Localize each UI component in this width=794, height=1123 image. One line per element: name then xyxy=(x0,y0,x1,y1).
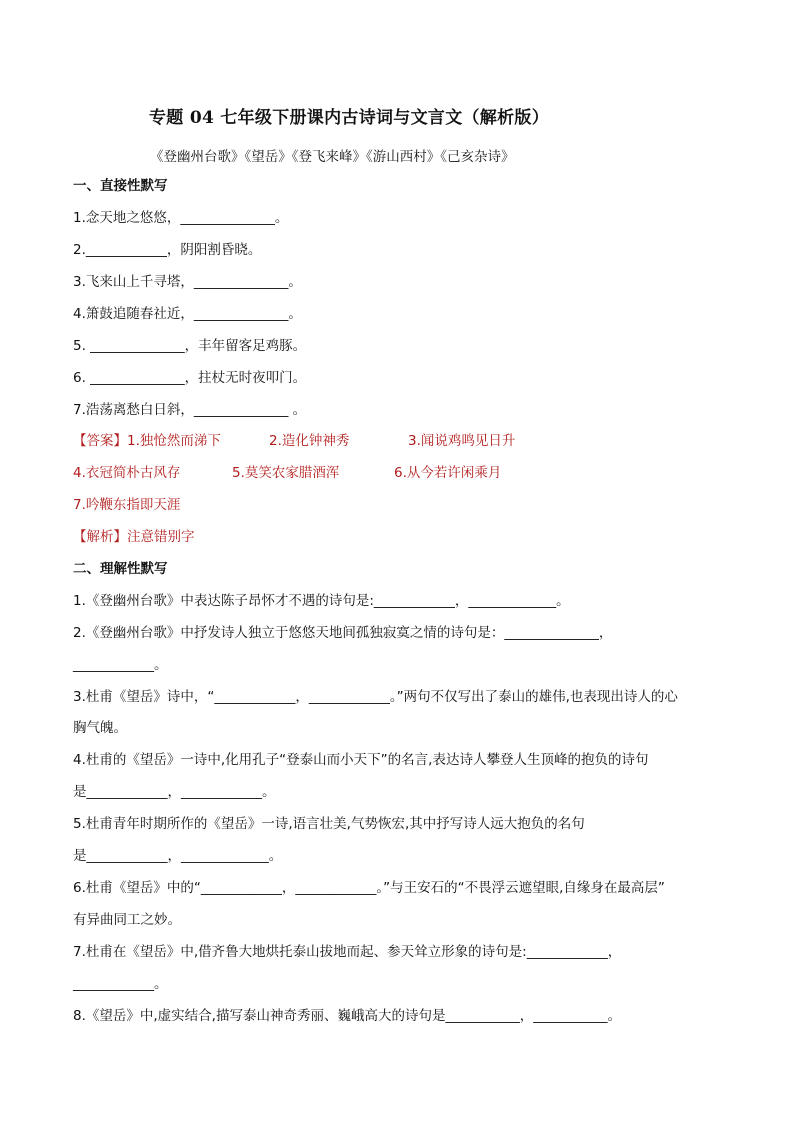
analysis-tag: 【解析】 xyxy=(73,529,127,545)
question-line: 5.杜甫青年时期所作的《望岳》一诗,语言壮美,气势恢宏,其中抒写诗人远大抱负的名句 xyxy=(73,816,585,832)
answer-row xyxy=(73,432,515,450)
question-line: 有异曲同工之妙。 xyxy=(73,912,181,928)
question-item: 2.____________，阴阳割昏晓。 xyxy=(73,242,262,258)
question-line: 8.《望岳》中,虚实结合,描写泰山神奇秀丽、巍峨高大的诗句是___________，___________。 xyxy=(73,1008,621,1024)
question-line: 4.杜甫的《望岳》一诗中,化用孔子“登泰山而小天下”的名言,表达诗人攀登人生顶峰的抱负的诗句 xyxy=(73,752,649,768)
question-item: 1.念天地之悠悠，______________。 xyxy=(73,210,289,226)
question-item: 4.箫鼓追随春社近，______________。 xyxy=(73,306,302,322)
answer-item: 5.莫笑农家腊酒浑 xyxy=(232,465,340,481)
question-line: ____________。 xyxy=(73,657,168,673)
section-heading-comprehension-dictation: 二、理解性默写 xyxy=(73,561,168,577)
question-line: 胸气魄。 xyxy=(73,720,127,736)
analysis-text: 注意错别字 xyxy=(127,529,195,545)
question-line: 3.杜甫《望岳》诗中，“____________，____________。”两句不仅写出了泰山的雄伟,也表现出诗人的心 xyxy=(73,689,678,705)
page-title: 专题 04 七年级下册课内古诗词与文言文（解析版） xyxy=(149,108,549,128)
question-item: 3.飞来山上千寻塔，______________。 xyxy=(73,274,302,290)
page-subtitle: 《登幽州台歌》《望岳》《登飞来峰》《游山西村》《己亥杂诗》 xyxy=(150,149,515,165)
answer-item: 4.衣冠简朴古风存 xyxy=(73,465,181,481)
question-line: 7.杜甫在《望岳》中,借齐鲁大地烘托泰山拔地而起、参天耸立形象的诗句是:____________， xyxy=(73,944,622,960)
section-heading-direct-dictation: 一、直接性默写 xyxy=(73,178,168,194)
answer-item: 7.吟鞭东指即天涯 xyxy=(73,497,181,513)
question-line: 1.《登幽州台歌》中表达陈子昂怀才不遇的诗句是:____________，_____________。 xyxy=(73,593,570,609)
answer-row xyxy=(73,496,180,514)
answer-item: 2.造化钟神秀 xyxy=(269,433,350,449)
question-line: 是____________，____________。 xyxy=(73,784,276,800)
answer-tag: 【答案】 xyxy=(73,433,127,449)
question-line: 6.杜甫《望岳》中的“____________，____________。”与王安石的“不畏浮云遮望眼,自缘身在最高层” xyxy=(73,880,665,896)
question-item: 6. ______________，拄杖无时夜叩门。 xyxy=(73,370,307,386)
question-line: 是____________，_____________。 xyxy=(73,848,283,864)
question-line: ____________。 xyxy=(73,976,168,992)
analysis-row xyxy=(73,528,195,546)
answer-item: 3.闻说鸡鸣见日升 xyxy=(408,433,516,449)
question-item: 5. ______________，丰年留客足鸡豚。 xyxy=(73,338,307,354)
answer-item: 1.独怆然而涕下 xyxy=(127,433,221,449)
answer-row xyxy=(73,464,501,482)
question-line: 2.《登幽州台歌》中抒发诗人独立于悠悠天地间孤独寂寞之情的诗句是：______________， xyxy=(73,625,613,641)
question-item: 7.浩荡离愁白日斜，______________ 。 xyxy=(73,402,307,418)
answer-item: 6.从今若许闲乘月 xyxy=(394,465,502,481)
